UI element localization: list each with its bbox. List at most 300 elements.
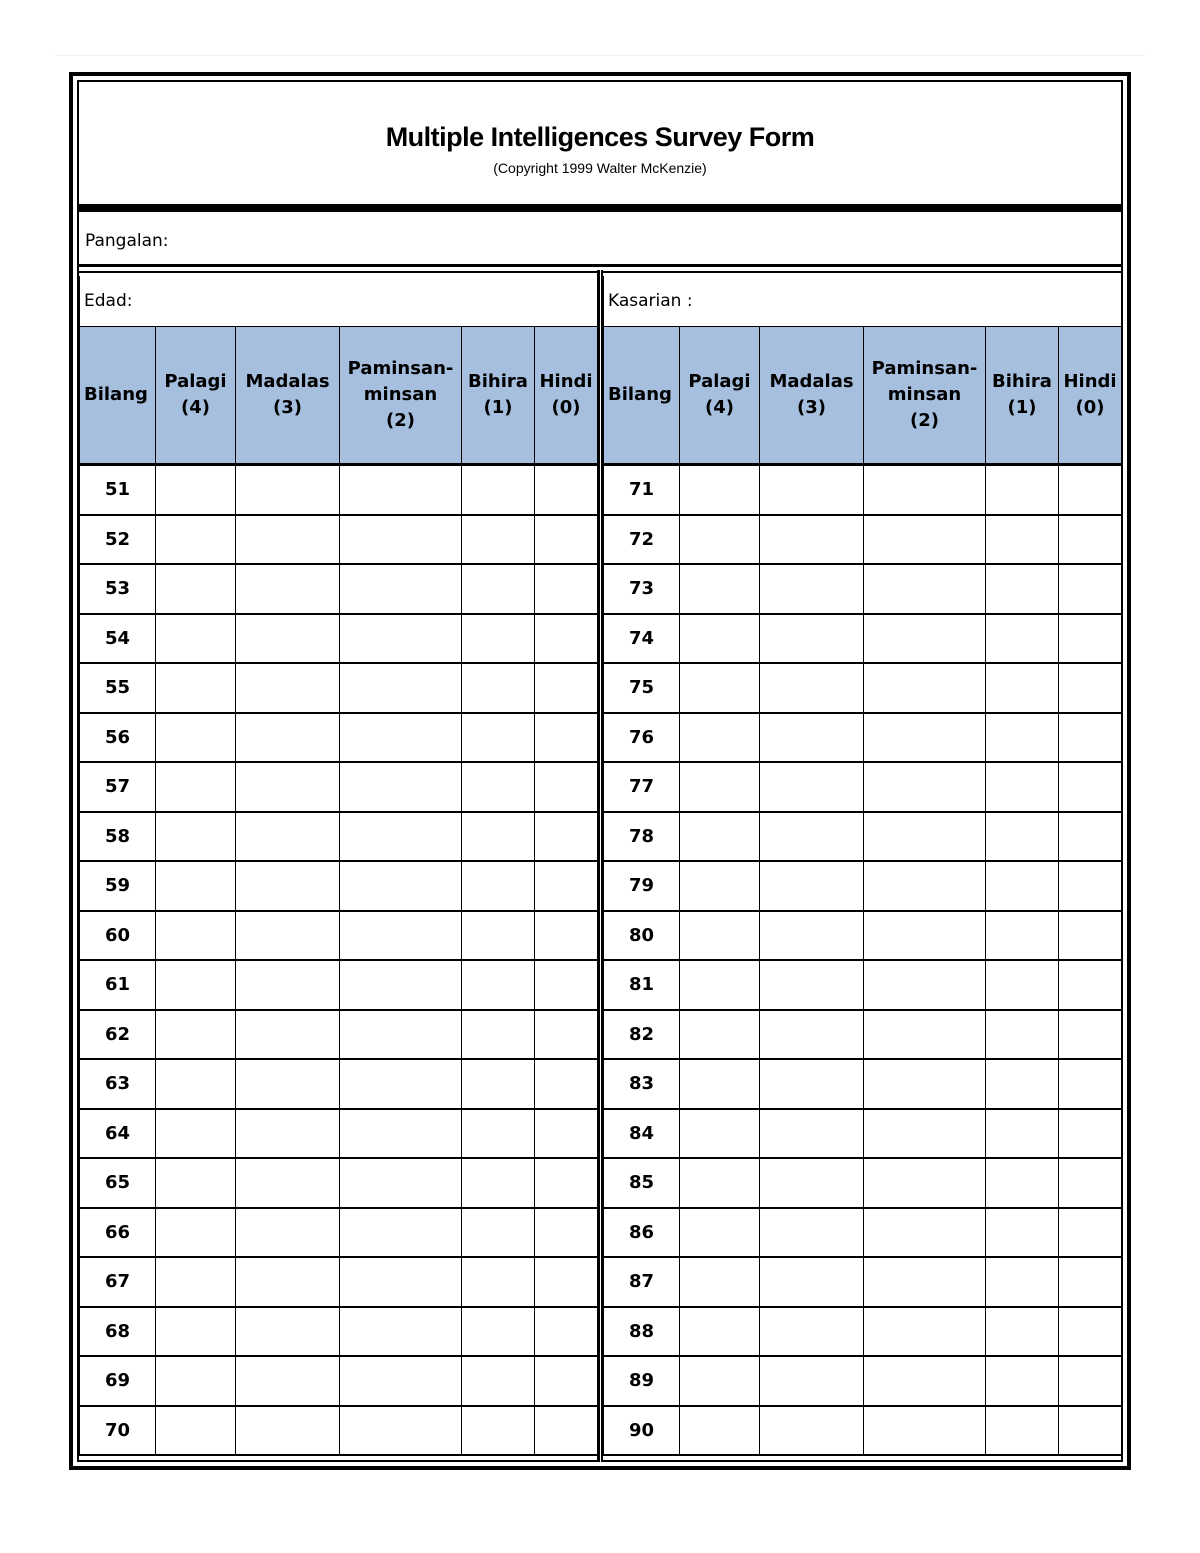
answer-cell[interactable] xyxy=(156,1158,236,1208)
answer-cell[interactable] xyxy=(864,564,986,614)
answer-cell[interactable] xyxy=(340,762,462,812)
answer-cell[interactable] xyxy=(680,515,760,565)
column-header-text: (0) xyxy=(1075,397,1105,418)
answer-cell[interactable] xyxy=(986,960,1059,1010)
answer-cell[interactable] xyxy=(986,663,1059,713)
name-field-row[interactable] xyxy=(79,212,1121,267)
answer-cell[interactable] xyxy=(1059,1059,1122,1109)
answer-cell[interactable] xyxy=(1059,762,1122,812)
item-number: 77 xyxy=(604,762,680,812)
answer-cell[interactable] xyxy=(236,614,340,664)
table-row xyxy=(80,564,598,614)
answer-cell[interactable] xyxy=(462,465,535,515)
table-row xyxy=(80,812,598,862)
right-table-section xyxy=(603,276,1121,1456)
age-field[interactable] xyxy=(80,276,598,327)
table-row xyxy=(604,1208,1122,1258)
item-number: 57 xyxy=(80,762,156,812)
answer-cell[interactable] xyxy=(340,861,462,911)
answer-cell[interactable] xyxy=(236,713,340,763)
answer-cell[interactable] xyxy=(760,1307,864,1357)
answer-cell[interactable] xyxy=(1059,1356,1122,1406)
answer-cell[interactable] xyxy=(340,713,462,763)
column-header-text: Paminsan- xyxy=(347,358,454,379)
answer-cell[interactable] xyxy=(156,1010,236,1060)
table-row xyxy=(80,663,598,713)
answer-cell[interactable] xyxy=(680,465,760,515)
answer-cell[interactable] xyxy=(462,713,535,763)
answer-cell[interactable] xyxy=(760,1356,864,1406)
answer-cell[interactable] xyxy=(986,564,1059,614)
table-row xyxy=(604,1356,1122,1406)
left-table-section xyxy=(79,276,597,1456)
answer-cell[interactable] xyxy=(156,1356,236,1406)
answer-cell[interactable] xyxy=(760,762,864,812)
answer-cell[interactable] xyxy=(864,1307,986,1357)
item-number: 52 xyxy=(80,515,156,565)
answer-cell[interactable] xyxy=(864,762,986,812)
table-row xyxy=(604,960,1122,1010)
answer-cell[interactable] xyxy=(1059,1208,1122,1258)
answer-cell[interactable] xyxy=(680,861,760,911)
answer-cell[interactable] xyxy=(535,614,598,664)
column-header-text: Bihira xyxy=(992,371,1052,392)
item-number: 62 xyxy=(80,1010,156,1060)
answer-cell[interactable] xyxy=(760,614,864,664)
answer-cell[interactable] xyxy=(156,1109,236,1159)
answer-cell[interactable] xyxy=(864,614,986,664)
answer-cell[interactable] xyxy=(340,1307,462,1357)
answer-cell[interactable] xyxy=(760,1406,864,1456)
answer-cell[interactable] xyxy=(986,1208,1059,1258)
answer-cell[interactable] xyxy=(462,1307,535,1357)
answer-cell[interactable] xyxy=(340,1406,462,1456)
answer-cell[interactable] xyxy=(864,663,986,713)
answer-cell[interactable] xyxy=(864,960,986,1010)
item-number: 54 xyxy=(80,614,156,664)
item-number: 79 xyxy=(604,861,680,911)
column-header-text: (0) xyxy=(551,397,581,418)
column-header-text: (3) xyxy=(273,397,302,418)
answer-cell[interactable] xyxy=(680,762,760,812)
item-number: 87 xyxy=(604,1257,680,1307)
answer-cell[interactable] xyxy=(340,564,462,614)
answer-cell[interactable] xyxy=(1059,812,1122,862)
answer-cell[interactable] xyxy=(236,1109,340,1159)
answer-cell[interactable] xyxy=(760,465,864,515)
answer-cell[interactable] xyxy=(760,515,864,565)
answer-cell[interactable] xyxy=(236,465,340,515)
table-row xyxy=(80,960,598,1010)
answer-cell[interactable] xyxy=(156,1059,236,1109)
answer-cell[interactable] xyxy=(236,762,340,812)
column-header-3 xyxy=(864,327,986,465)
table-row xyxy=(80,465,598,515)
answer-cell[interactable] xyxy=(986,465,1059,515)
answer-cell[interactable] xyxy=(864,465,986,515)
item-number: 58 xyxy=(80,812,156,862)
column-header-1 xyxy=(156,327,236,465)
answer-cell[interactable] xyxy=(462,1356,535,1406)
answer-cell[interactable] xyxy=(680,1010,760,1060)
answer-cell[interactable] xyxy=(156,564,236,614)
answer-cell[interactable] xyxy=(760,1257,864,1307)
table-row xyxy=(80,515,598,565)
table-row xyxy=(604,1307,1122,1357)
answer-cell[interactable] xyxy=(236,663,340,713)
answer-cell[interactable] xyxy=(1059,1307,1122,1357)
answer-cell[interactable] xyxy=(1059,1406,1122,1456)
form-title: Multiple Intelligences Survey Form xyxy=(385,122,815,152)
column-header-text: (2) xyxy=(910,410,939,431)
answer-cell[interactable] xyxy=(535,713,598,763)
table-row xyxy=(604,1158,1122,1208)
answer-cell[interactable] xyxy=(535,663,598,713)
answer-cell[interactable] xyxy=(535,1059,598,1109)
answer-cell[interactable] xyxy=(864,911,986,961)
answer-cell[interactable] xyxy=(340,1356,462,1406)
answer-cell[interactable] xyxy=(864,1356,986,1406)
table-row xyxy=(80,1257,598,1307)
answer-cell[interactable] xyxy=(535,465,598,515)
answer-cell[interactable] xyxy=(680,960,760,1010)
answer-cell[interactable] xyxy=(760,564,864,614)
answer-cell[interactable] xyxy=(986,1257,1059,1307)
column-header-text: (3) xyxy=(797,397,826,418)
item-number: 68 xyxy=(80,1307,156,1357)
answer-cell[interactable] xyxy=(535,564,598,614)
answer-cell[interactable] xyxy=(864,1109,986,1159)
answer-cell[interactable] xyxy=(462,1158,535,1208)
answer-cell[interactable] xyxy=(340,911,462,961)
answer-cell[interactable] xyxy=(462,515,535,565)
answer-cell[interactable] xyxy=(1059,960,1122,1010)
answer-cell[interactable] xyxy=(340,1059,462,1109)
answer-cell[interactable] xyxy=(680,663,760,713)
answer-cell[interactable] xyxy=(340,515,462,565)
item-number: 72 xyxy=(604,515,680,565)
column-header-text: (1) xyxy=(483,397,513,418)
item-number: 53 xyxy=(80,564,156,614)
table-row xyxy=(80,1307,598,1357)
item-number: 78 xyxy=(604,812,680,862)
answer-cell[interactable] xyxy=(340,1158,462,1208)
right-header-row xyxy=(604,327,1122,465)
answer-cell[interactable] xyxy=(236,812,340,862)
answer-cell[interactable] xyxy=(156,1307,236,1357)
answer-cell[interactable] xyxy=(760,861,864,911)
table-row xyxy=(604,1109,1122,1159)
left-answer-table xyxy=(79,276,598,1456)
answer-cell[interactable] xyxy=(864,713,986,763)
answer-cell[interactable] xyxy=(535,1158,598,1208)
answer-cell[interactable] xyxy=(462,1109,535,1159)
answer-cell[interactable] xyxy=(986,911,1059,961)
answer-cell[interactable] xyxy=(462,762,535,812)
answer-cell[interactable] xyxy=(680,1059,760,1109)
answer-cell[interactable] xyxy=(156,1406,236,1456)
answer-cell[interactable] xyxy=(760,911,864,961)
answer-cell[interactable] xyxy=(864,812,986,862)
table-row xyxy=(604,465,1122,515)
answer-cell[interactable] xyxy=(535,911,598,961)
item-number: 81 xyxy=(604,960,680,1010)
item-number: 63 xyxy=(80,1059,156,1109)
answer-cell[interactable] xyxy=(986,1406,1059,1456)
answer-cell[interactable] xyxy=(1059,1109,1122,1159)
answer-cell[interactable] xyxy=(156,762,236,812)
column-header-text: (2) xyxy=(386,410,415,431)
answer-cell[interactable] xyxy=(986,812,1059,862)
column-header-1 xyxy=(680,327,760,465)
table-row xyxy=(604,1257,1122,1307)
answer-cell[interactable] xyxy=(156,465,236,515)
answer-cell[interactable] xyxy=(986,861,1059,911)
answer-cell[interactable] xyxy=(535,1109,598,1159)
answer-cell[interactable] xyxy=(680,911,760,961)
item-number: 84 xyxy=(604,1109,680,1159)
answer-cell[interactable] xyxy=(236,1257,340,1307)
answer-cell[interactable] xyxy=(535,812,598,862)
answer-cell[interactable] xyxy=(340,1257,462,1307)
table-row xyxy=(80,614,598,664)
answer-cell[interactable] xyxy=(864,515,986,565)
answer-cell[interactable] xyxy=(1059,861,1122,911)
table-row xyxy=(604,762,1122,812)
survey-sheet-inner xyxy=(77,80,1123,1462)
column-header-2 xyxy=(760,327,864,465)
gender-label: Kasarian : xyxy=(608,291,693,311)
answer-cell[interactable] xyxy=(340,1208,462,1258)
table-row xyxy=(80,1109,598,1159)
table-row xyxy=(80,1010,598,1060)
column-header-text: Palagi xyxy=(688,371,751,392)
column-header-text: Bihira xyxy=(468,371,528,392)
answer-cell[interactable] xyxy=(1059,663,1122,713)
item-number: 67 xyxy=(80,1257,156,1307)
answer-cell[interactable] xyxy=(156,911,236,961)
answer-cell[interactable] xyxy=(680,1356,760,1406)
answer-cell[interactable] xyxy=(236,1406,340,1456)
answer-cell[interactable] xyxy=(462,960,535,1010)
answer-cell[interactable] xyxy=(340,1010,462,1060)
item-number: 73 xyxy=(604,564,680,614)
answer-cell[interactable] xyxy=(864,1257,986,1307)
answer-cell[interactable] xyxy=(680,812,760,862)
answer-cell[interactable] xyxy=(236,1010,340,1060)
answer-cell[interactable] xyxy=(680,1158,760,1208)
column-header-text: (4) xyxy=(705,397,734,418)
column-header-text: Palagi xyxy=(164,371,227,392)
item-number: 71 xyxy=(604,465,680,515)
answer-cell[interactable] xyxy=(760,713,864,763)
answer-cell[interactable] xyxy=(680,1406,760,1456)
column-header-text: Madalas xyxy=(245,371,330,392)
table-row xyxy=(80,762,598,812)
answer-cell[interactable] xyxy=(680,614,760,664)
answer-cell[interactable] xyxy=(535,1208,598,1258)
column-header-3 xyxy=(340,327,462,465)
answer-cell[interactable] xyxy=(986,1010,1059,1060)
table-row xyxy=(604,861,1122,911)
item-number: 74 xyxy=(604,614,680,664)
answer-cell[interactable] xyxy=(236,960,340,1010)
answer-cell[interactable] xyxy=(986,1356,1059,1406)
answer-cell[interactable] xyxy=(680,564,760,614)
table-row xyxy=(604,614,1122,664)
answer-cell[interactable] xyxy=(462,812,535,862)
answer-cell[interactable] xyxy=(236,911,340,961)
answer-cell[interactable] xyxy=(156,1208,236,1258)
answer-cell[interactable] xyxy=(156,614,236,664)
form-copyright: (Copyright 1999 Walter McKenzie) xyxy=(493,160,707,176)
column-header-text: Paminsan- xyxy=(871,358,978,379)
answer-cell[interactable] xyxy=(1059,1010,1122,1060)
answer-cell[interactable] xyxy=(760,1109,864,1159)
answer-cell[interactable] xyxy=(680,1257,760,1307)
item-number: 55 xyxy=(80,663,156,713)
answer-cell[interactable] xyxy=(462,614,535,664)
answer-cell[interactable] xyxy=(340,465,462,515)
answer-cell[interactable] xyxy=(1059,515,1122,565)
answer-cell[interactable] xyxy=(462,1257,535,1307)
answer-cell[interactable] xyxy=(760,1010,864,1060)
table-row xyxy=(604,515,1122,565)
answer-cell[interactable] xyxy=(236,1307,340,1357)
title-box xyxy=(79,82,1121,204)
answer-cell[interactable] xyxy=(236,1208,340,1258)
answer-cell[interactable] xyxy=(864,1158,986,1208)
answer-cell[interactable] xyxy=(986,1109,1059,1159)
answer-cell[interactable] xyxy=(986,1158,1059,1208)
answer-cell[interactable] xyxy=(1059,1158,1122,1208)
answer-cell[interactable] xyxy=(156,960,236,1010)
answer-cell[interactable] xyxy=(462,564,535,614)
item-number: 76 xyxy=(604,713,680,763)
answer-cell[interactable] xyxy=(535,1406,598,1456)
column-header-text: (4) xyxy=(181,397,210,418)
answer-cell[interactable] xyxy=(760,1208,864,1258)
column-header-0 xyxy=(80,327,156,465)
answer-cell[interactable] xyxy=(864,1208,986,1258)
answer-cell[interactable] xyxy=(340,812,462,862)
answer-cell[interactable] xyxy=(236,515,340,565)
table-row xyxy=(604,1059,1122,1109)
answer-cell[interactable] xyxy=(156,861,236,911)
answer-cell[interactable] xyxy=(236,861,340,911)
answer-cell[interactable] xyxy=(340,960,462,1010)
answer-cell[interactable] xyxy=(340,1109,462,1159)
answer-cell[interactable] xyxy=(986,1307,1059,1357)
column-header-2 xyxy=(236,327,340,465)
table-row xyxy=(604,1010,1122,1060)
answer-cell[interactable] xyxy=(760,1158,864,1208)
answer-cell[interactable] xyxy=(462,861,535,911)
answer-cell[interactable] xyxy=(680,1109,760,1159)
answer-cell[interactable] xyxy=(156,1257,236,1307)
column-header-text: Hindi xyxy=(539,371,593,392)
answer-cell[interactable] xyxy=(1059,465,1122,515)
answer-cell[interactable] xyxy=(462,663,535,713)
item-number: 64 xyxy=(80,1109,156,1159)
answer-cell[interactable] xyxy=(1059,564,1122,614)
answer-cell[interactable] xyxy=(986,1059,1059,1109)
column-header-4 xyxy=(462,327,535,465)
answer-cell[interactable] xyxy=(680,1307,760,1357)
answer-cell[interactable] xyxy=(462,1406,535,1456)
answer-cell[interactable] xyxy=(986,614,1059,664)
answer-cell[interactable] xyxy=(1059,911,1122,961)
table-row xyxy=(604,663,1122,713)
gender-field[interactable] xyxy=(604,276,1122,327)
item-number: 51 xyxy=(80,465,156,515)
answer-cell[interactable] xyxy=(864,1406,986,1456)
answer-cell[interactable] xyxy=(535,1307,598,1357)
answer-cell[interactable] xyxy=(156,515,236,565)
answer-cell[interactable] xyxy=(760,960,864,1010)
item-number: 82 xyxy=(604,1010,680,1060)
answer-cell[interactable] xyxy=(1059,713,1122,763)
survey-sheet xyxy=(69,72,1131,1470)
answer-cell[interactable] xyxy=(340,614,462,664)
answer-cell[interactable] xyxy=(986,762,1059,812)
item-number: 83 xyxy=(604,1059,680,1109)
answer-cell[interactable] xyxy=(986,713,1059,763)
answer-cell[interactable] xyxy=(156,713,236,763)
answer-cell[interactable] xyxy=(535,515,598,565)
answer-cell[interactable] xyxy=(864,861,986,911)
table-row xyxy=(80,861,598,911)
answer-cell[interactable] xyxy=(864,1010,986,1060)
table-row xyxy=(604,564,1122,614)
answer-cell[interactable] xyxy=(156,663,236,713)
answer-cell[interactable] xyxy=(462,1010,535,1060)
item-number: 69 xyxy=(80,1356,156,1406)
table-row xyxy=(80,1208,598,1258)
answer-cell[interactable] xyxy=(236,1059,340,1109)
item-number: 59 xyxy=(80,861,156,911)
table-row xyxy=(80,1356,598,1406)
answer-cell[interactable] xyxy=(462,911,535,961)
answer-cell[interactable] xyxy=(156,812,236,862)
answer-cell[interactable] xyxy=(535,861,598,911)
answer-cell[interactable] xyxy=(760,663,864,713)
answer-cell[interactable] xyxy=(986,515,1059,565)
answer-cell[interactable] xyxy=(236,1158,340,1208)
answer-cell[interactable] xyxy=(535,762,598,812)
answer-cell[interactable] xyxy=(236,564,340,614)
table-row xyxy=(80,911,598,961)
answer-cell[interactable] xyxy=(760,1059,864,1109)
left-header-row xyxy=(80,327,598,465)
answer-cell[interactable] xyxy=(680,1208,760,1258)
answer-cell[interactable] xyxy=(1059,614,1122,664)
item-number: 65 xyxy=(80,1158,156,1208)
answer-cell[interactable] xyxy=(462,1208,535,1258)
answer-cell[interactable] xyxy=(535,960,598,1010)
answer-cell[interactable] xyxy=(535,1356,598,1406)
answer-cell[interactable] xyxy=(462,1059,535,1109)
answer-cell[interactable] xyxy=(760,812,864,862)
answer-cell[interactable] xyxy=(680,713,760,763)
answer-cell[interactable] xyxy=(535,1257,598,1307)
answer-cell[interactable] xyxy=(864,1059,986,1109)
answer-cell[interactable] xyxy=(236,1356,340,1406)
answer-cell[interactable] xyxy=(340,663,462,713)
answer-cell[interactable] xyxy=(535,1010,598,1060)
answer-cell[interactable] xyxy=(1059,1257,1122,1307)
column-header-text: (1) xyxy=(1007,397,1037,418)
